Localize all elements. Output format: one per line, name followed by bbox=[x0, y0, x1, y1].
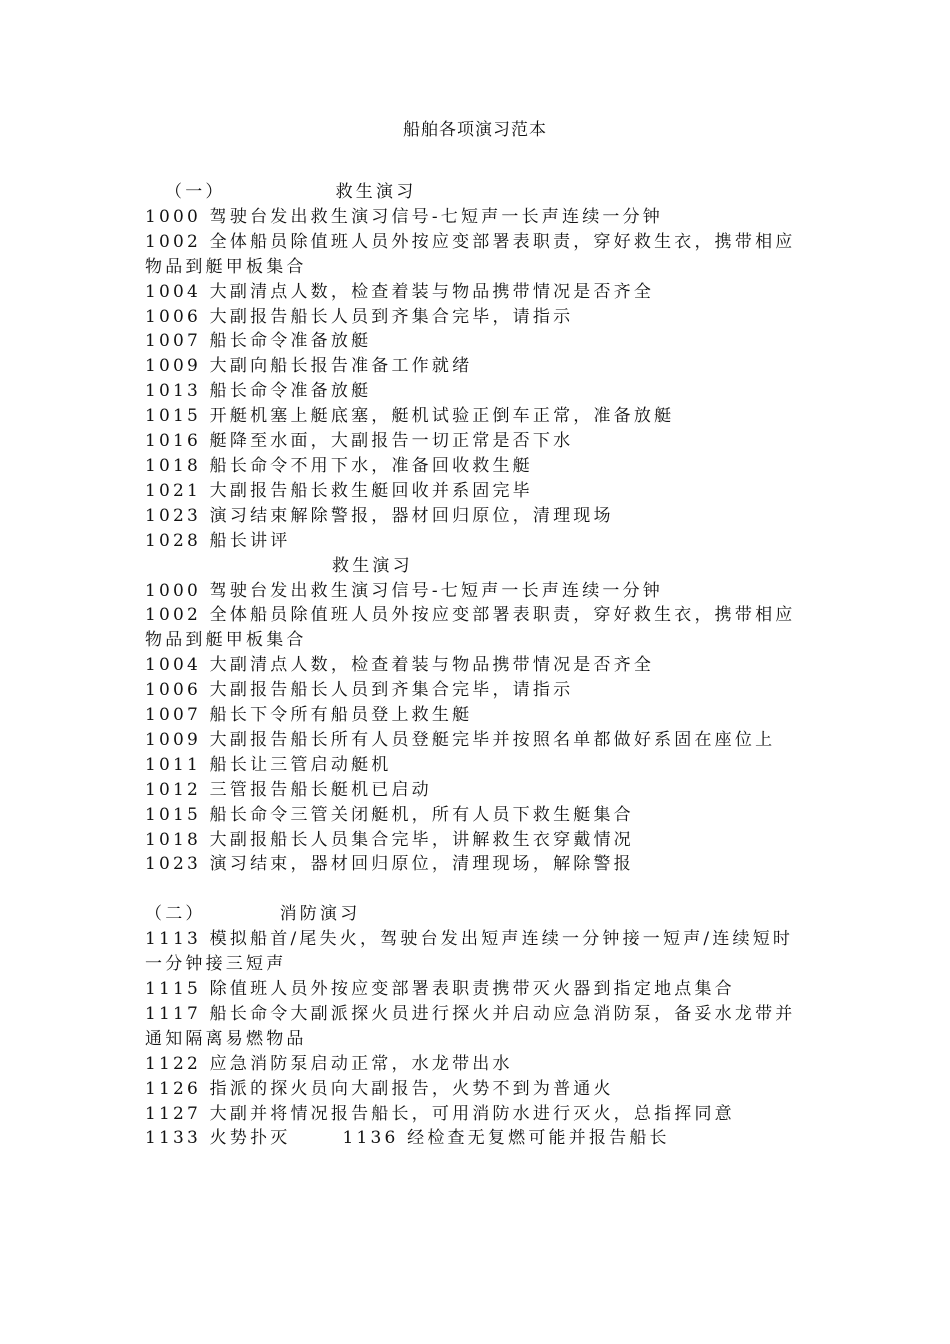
drill-1a-steps bbox=[145, 205, 805, 554]
step-item: 1018 船长命令不用下水，准备回收救生艇 bbox=[145, 455, 533, 476]
step-item: 1011 船长让三管启动艇机 bbox=[145, 754, 392, 775]
page-title: 船舶各项演习范本 bbox=[403, 120, 547, 140]
drill-1b-steps bbox=[145, 579, 805, 878]
document-body bbox=[145, 180, 805, 1151]
step-item: 1113 模拟船首/尾失火，驾驶台发出短声连续一分钟接一短声/连续短时一分钟接三短声 bbox=[145, 929, 794, 975]
step-item: 1023 演习结束，器材回归原位，清理现场，解除警报 bbox=[145, 854, 634, 875]
section-2-number: （二） bbox=[145, 904, 206, 925]
step-item: 1115 除值班人员外按应变部署表职责携带灭火器到指定地点集合 bbox=[145, 978, 735, 999]
step-item: 1122 应急消防泵启动正常，水龙带出水 bbox=[145, 1053, 513, 1074]
step-item: 1002 全体船员除值班人员外按应变部署表职责，穿好救生衣，携带相应物品到艇甲板集合 bbox=[145, 605, 796, 651]
step-item: 1136 经检查无复燃可能并报告船长 bbox=[342, 1128, 670, 1149]
step-item: 1021 大副报告船长救生艇回收并系固完毕 bbox=[145, 480, 533, 501]
step-item: 1117 船长命令大副派探火员进行探火并启动应急消防泵，备妥水龙带并通知隔离易燃物品 bbox=[145, 1003, 796, 1049]
step-item: 1009 大副报告船长所有人员登艇完毕并按照名单都做好系固在座位上 bbox=[145, 729, 776, 750]
section-2-heading bbox=[145, 902, 805, 927]
step-item: 1018 大副报船长人员集合完毕，讲解救生衣穿戴情况 bbox=[145, 829, 634, 850]
step-item: 1004 大副清点人数，检查着装与物品携带情况是否齐全 bbox=[145, 655, 655, 676]
step-item: 1006 大副报告船长人员到齐集合完毕，请指示 bbox=[145, 680, 574, 701]
drill-2-steps bbox=[145, 927, 805, 1126]
step-item: 1016 艇降至水面，大副报告一切正常是否下水 bbox=[145, 431, 574, 452]
step-item: 1013 船长命令准备放艇 bbox=[145, 381, 372, 402]
step-item: 1000 驾驶台发出救生演习信号-七短声一长声连续一分钟 bbox=[145, 580, 664, 601]
step-item: 1015 船长命令三管关闭艇机，所有人员下救生艇集合 bbox=[145, 804, 634, 825]
section-1-heading bbox=[145, 180, 805, 205]
section-1-number: （一） bbox=[165, 182, 226, 202]
step-item: 1007 船长下令所有船员登上救生艇 bbox=[145, 705, 473, 726]
section-1-subheading bbox=[145, 554, 805, 579]
step-item: 1127 大副并将情况报告船长，可用消防水进行灭火，总指挥同意 bbox=[145, 1103, 735, 1124]
spacer bbox=[145, 877, 805, 902]
step-item: 1002 全体船员除值班人员外按应变部署表职责，穿好救生衣，携带相应物品到艇甲板集合 bbox=[145, 231, 796, 277]
drill-2-final-line bbox=[145, 1126, 805, 1151]
step-item: 1000 驾驶台发出救生演习信号-七短声一长声连续一分钟 bbox=[145, 206, 664, 227]
step-item: 1126 指派的探火员向大副报告，火势不到为普通火 bbox=[145, 1078, 614, 1099]
step-item: 1028 船长讲评 bbox=[145, 530, 291, 551]
step-item: 1023 演习结束解除警报，器材回归原位，清理现场 bbox=[145, 505, 614, 526]
step-item: 1009 大副向船长报告准备工作就绪 bbox=[145, 356, 473, 377]
step-item: 1007 船长命令准备放艇 bbox=[145, 331, 372, 352]
step-item: 1015 开艇机塞上艇底塞，艇机试验正倒车正常，准备放艇 bbox=[145, 406, 675, 427]
section-2-title: 消防演习 bbox=[279, 904, 361, 925]
step-item: 1006 大副报告船长人员到齐集合完毕，请指示 bbox=[145, 306, 574, 327]
step-item: 1133 火势扑灭 bbox=[145, 1128, 291, 1149]
step-item: 1004 大副清点人数，检查着装与物品携带情况是否齐全 bbox=[145, 281, 655, 302]
step-item: 1012 三管报告船长艇机已启动 bbox=[145, 779, 432, 800]
section-1-title: 救生演习 bbox=[335, 182, 417, 202]
section-1-title-2: 救生演习 bbox=[332, 555, 413, 576]
